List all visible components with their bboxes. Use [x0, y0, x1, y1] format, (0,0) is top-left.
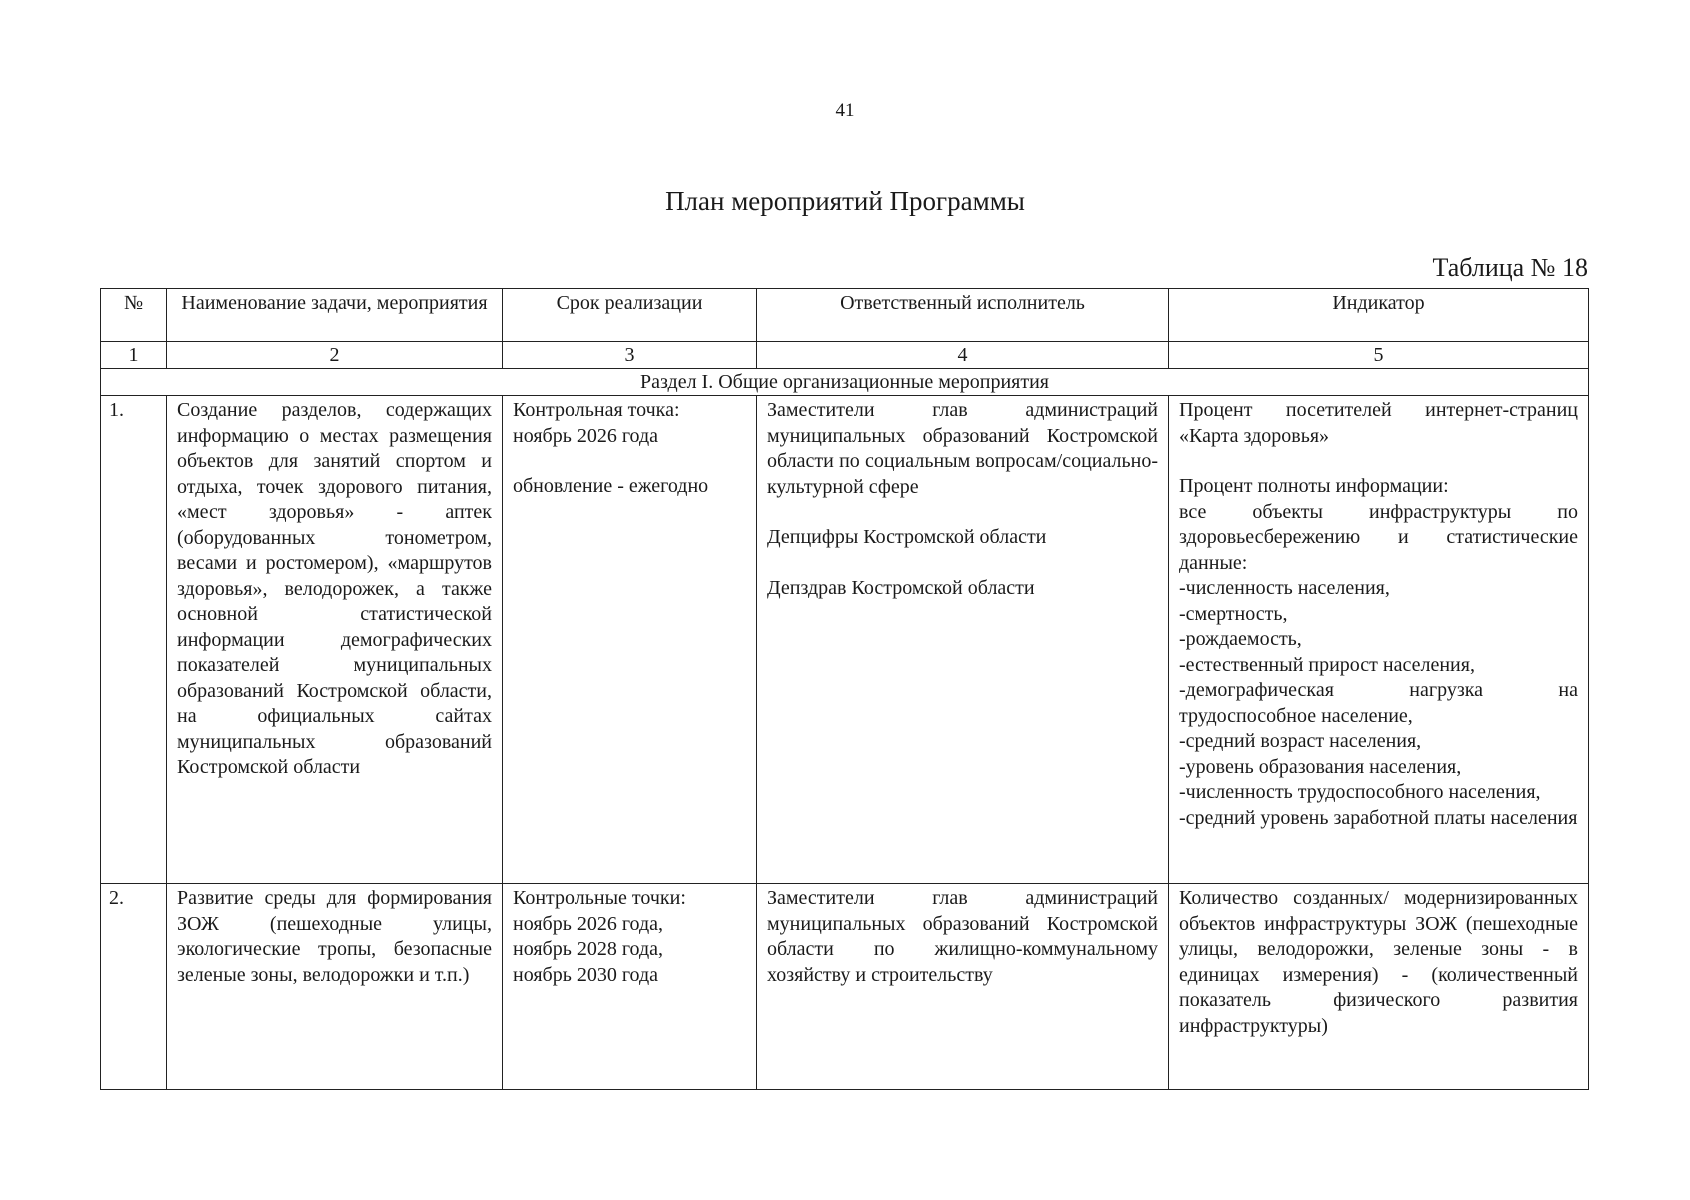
- executor-line: Депцифры Костромской области: [767, 526, 1047, 548]
- indicator-line: -демографическая нагрузка на трудоспособное население,: [1179, 679, 1578, 727]
- indicator-line: -средний уровень заработной платы населения: [1179, 806, 1578, 829]
- indicator-line: -численность населения,: [1179, 577, 1390, 599]
- table-row: [101, 396, 1589, 884]
- column-number: 5: [1169, 342, 1589, 369]
- section-title: Раздел I. Общие организационные мероприятия: [101, 369, 1589, 396]
- term-line: ноябрь 2026 года,: [513, 912, 663, 935]
- table-caption: Таблица № 18: [1432, 253, 1588, 282]
- term-cell: [503, 396, 757, 884]
- header-no: №: [101, 289, 167, 342]
- indicator-cell: Количество созданных/ модернизированных объектов инфраструктуры ЗОЖ (пешеходные улицы, велодорожки, зеленые зоны - в единицах измерения) - (количественный показатель физического развития инфраструктуры): [1169, 884, 1589, 1090]
- table-row: [101, 884, 1589, 1090]
- indicator-line: -средний возраст населения,: [1179, 730, 1422, 752]
- header-indicator: Индикатор: [1169, 289, 1589, 342]
- column-number: 1: [101, 342, 167, 369]
- plan-table: [100, 288, 1589, 1090]
- indicator-line: -естественный прирост населения,: [1179, 653, 1475, 676]
- term-line: Контрольная точка:: [513, 399, 680, 421]
- task-cell: Создание разделов, содержащих информацию о местах размещения объектов для занятий спортом и отдыха, точек здорового питания, «мест здоровья» - аптек (оборудованных тонометром, весами и ростомером), «маршрутов здоровья», велодорожек, а также основной статистической информации демографических показателей муниципальных образований Костромской области, на официальных сайтах муниципальных образований Костромской области: [167, 396, 503, 884]
- indicator-line: Процент посетителей интернет-страниц «Карта здоровья»: [1179, 399, 1578, 447]
- task-cell: Развитие среды для формирования ЗОЖ (пешеходные улицы, экологические тропы, безопасные зеленые зоны, велодорожки и т.п.): [167, 884, 503, 1090]
- executor-spacer: [767, 500, 1158, 525]
- indicator-spacer: [1179, 449, 1578, 474]
- indicator-line: все объекты инфраструктуры по здоровьесбережению и статистические данные:: [1179, 500, 1578, 574]
- executor-line: Депздрав Костромской области: [767, 576, 1035, 599]
- header-task: Наименование задачи, мероприятия: [167, 289, 503, 342]
- row-number: 1.: [101, 396, 167, 884]
- term-spacer: [513, 449, 746, 474]
- page-number: 41: [835, 100, 855, 121]
- column-number-row: [101, 342, 1589, 369]
- table-header-row: [101, 289, 1589, 342]
- term-cell: [503, 884, 757, 1090]
- indicator-line: -смертность,: [1179, 602, 1288, 625]
- executor-cell: Заместители глав администраций муниципальных образований Костромской области по жилищно-коммунальному хозяйству и строительству: [757, 884, 1169, 1090]
- indicator-line: Процент полноты информации:: [1179, 475, 1449, 497]
- header-term: Срок реализации: [503, 289, 757, 342]
- executor-line: Заместители глав администраций муниципальных образований Костромской области по социальным вопросам/социально-культурной сфере: [767, 399, 1158, 498]
- section-row: [101, 369, 1589, 396]
- term-line: ноябрь 2026 года: [513, 424, 658, 447]
- column-number: 3: [503, 342, 757, 369]
- indicator-line: -рождаемость,: [1179, 628, 1302, 650]
- indicator-cell: [1169, 396, 1589, 884]
- term-line: Контрольные точки:: [513, 887, 686, 909]
- indicator-line: -уровень образования населения,: [1179, 755, 1462, 778]
- row-number: 2.: [101, 884, 167, 1090]
- term-line: ноябрь 2030 года: [513, 963, 658, 986]
- column-number: 2: [167, 342, 503, 369]
- indicator-line: -численность трудоспособного населения,: [1179, 781, 1541, 803]
- header-executor: Ответственный исполнитель: [757, 289, 1169, 342]
- executor-cell: [757, 396, 1169, 884]
- column-number: 4: [757, 342, 1169, 369]
- term-line: обновление - ежегодно: [513, 475, 709, 497]
- term-line: ноябрь 2028 года,: [513, 938, 663, 960]
- document-title: План мероприятий Программы: [665, 186, 1025, 216]
- executor-spacer: [767, 551, 1158, 576]
